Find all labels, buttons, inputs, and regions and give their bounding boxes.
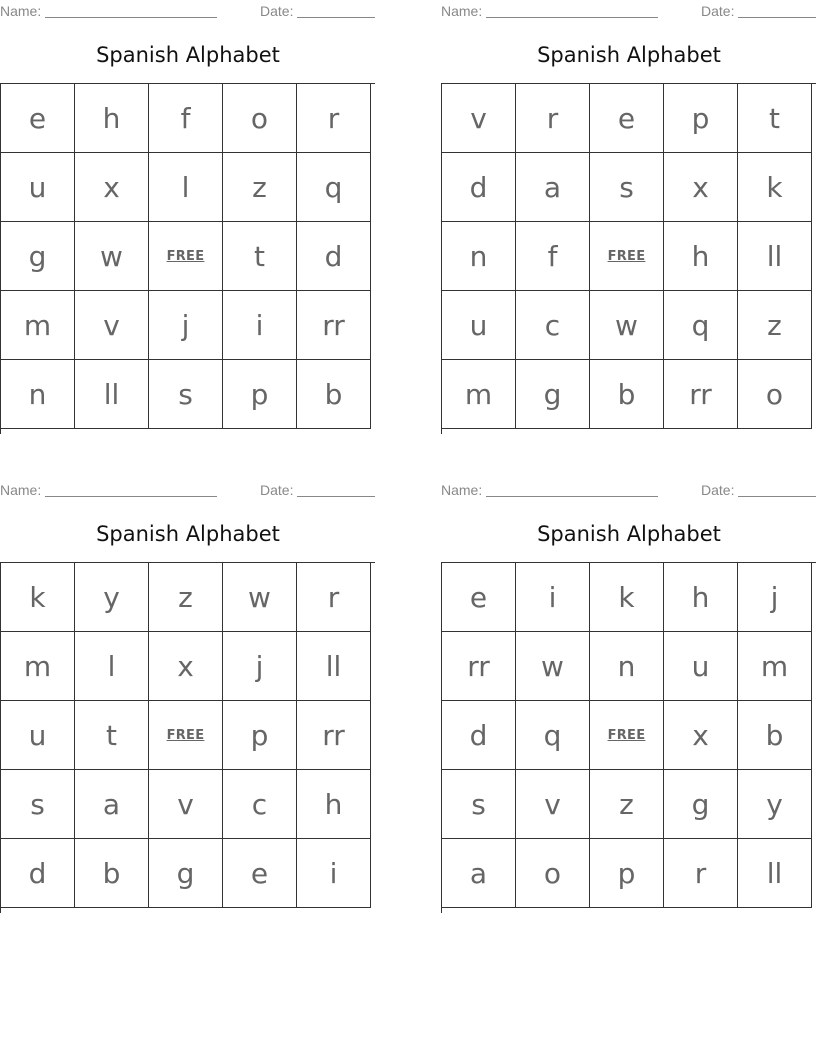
letter-cell: n [1,360,75,429]
letter-cell: v [149,770,223,839]
letter-cell: ll [297,632,371,701]
letter-cell: j [149,291,223,360]
letter-cell: rr [297,701,371,770]
letter-cell: j [223,632,297,701]
bingo-grid [441,562,816,913]
letter-cell: m [1,632,75,701]
bingo-card [441,0,816,434]
letter-cell: k [738,153,812,222]
name-label: Name: [441,482,483,498]
letter-cell: w [75,222,149,291]
letter-cell: rr [297,291,371,360]
letter-cell: v [75,291,149,360]
letter-cell: q [516,701,590,770]
letter-cell: y [75,563,149,632]
free-space-cell: FREE [590,222,664,291]
letter-cell: r [516,84,590,153]
letter-cell: g [664,770,738,839]
letter-cell: y [738,770,812,839]
letter-cell: m [738,632,812,701]
letter-cell: b [738,701,812,770]
letter-cell: j [738,563,812,632]
letter-cell: g [516,360,590,429]
bingo-card [441,479,816,913]
letter-cell: p [664,84,738,153]
letter-cell: v [516,770,590,839]
letter-cell: o [223,84,297,153]
letter-cell: s [590,153,664,222]
letter-cell: x [75,153,149,222]
letter-cell: m [1,291,75,360]
letter-cell: n [442,222,516,291]
letter-cell: b [297,360,371,429]
letter-cell: x [664,701,738,770]
letter-cell: h [664,222,738,291]
letter-cell: a [75,770,149,839]
letter-cell: e [223,839,297,908]
letter-cell: r [297,563,371,632]
letter-cell: z [149,563,223,632]
letter-cell: a [442,839,516,908]
free-space-cell: FREE [149,222,223,291]
bingo-card [0,479,376,913]
letter-cell: g [149,839,223,908]
letter-cell: l [149,153,223,222]
letter-cell: u [1,701,75,770]
letter-cell: p [223,701,297,770]
letter-cell: w [516,632,590,701]
letter-cell: s [149,360,223,429]
letter-cell: rr [664,360,738,429]
letter-cell: e [442,563,516,632]
letter-cell: v [442,84,516,153]
letter-cell: k [590,563,664,632]
letter-cell: e [590,84,664,153]
letter-cell: f [149,84,223,153]
letter-cell: d [442,701,516,770]
letter-cell: t [75,701,149,770]
letter-cell: l [75,632,149,701]
letter-cell: m [442,360,516,429]
letter-cell: q [297,153,371,222]
letter-cell: s [1,770,75,839]
name-date-header [441,482,816,498]
name-label: Name: [0,3,42,19]
letter-cell: t [738,84,812,153]
letter-cell: d [297,222,371,291]
name-blank-line [486,17,658,18]
free-space-cell: FREE [590,701,664,770]
letter-cell: h [297,770,371,839]
letter-cell: c [516,291,590,360]
letter-cell: c [223,770,297,839]
name-blank-line [486,496,658,497]
letter-cell: ll [738,222,812,291]
date-label: Date: [260,3,294,19]
bingo-grid [0,83,375,434]
letter-cell: x [149,632,223,701]
date-blank-line [297,496,375,497]
name-blank-line [45,17,217,18]
letter-cell: u [664,632,738,701]
letter-cell: e [1,84,75,153]
letter-cell: r [297,84,371,153]
letter-cell: h [664,563,738,632]
date-blank-line [738,17,816,18]
letter-cell: k [1,563,75,632]
name-date-header [0,482,376,498]
letter-cell: p [223,360,297,429]
letter-cell: g [1,222,75,291]
name-date-header [441,3,816,19]
name-label: Name: [441,3,483,19]
letter-cell: z [738,291,812,360]
letter-cell: b [590,360,664,429]
name-label: Name: [0,482,42,498]
letter-cell: z [223,153,297,222]
letter-cell: z [590,770,664,839]
letter-cell: a [516,153,590,222]
letter-cell: i [297,839,371,908]
date-blank-line [297,17,375,18]
letter-cell: u [1,153,75,222]
letter-cell: w [590,291,664,360]
bingo-grid [441,83,816,434]
letter-cell: s [442,770,516,839]
letter-cell: q [664,291,738,360]
letter-cell: h [75,84,149,153]
card-title: Spanish Alphabet [96,43,280,67]
free-space-cell: FREE [149,701,223,770]
letter-cell: w [223,563,297,632]
letter-cell: x [664,153,738,222]
date-label: Date: [701,482,735,498]
letter-cell: o [516,839,590,908]
date-blank-line [738,496,816,497]
letter-cell: d [1,839,75,908]
letter-cell: t [223,222,297,291]
card-title: Spanish Alphabet [537,522,721,546]
name-date-header [0,3,376,19]
letter-cell: ll [75,360,149,429]
letter-cell: i [516,563,590,632]
letter-cell: f [516,222,590,291]
letter-cell: b [75,839,149,908]
letter-cell: n [590,632,664,701]
letter-cell: ll [738,839,812,908]
letter-cell: p [590,839,664,908]
letter-cell: i [223,291,297,360]
letter-cell: o [738,360,812,429]
date-label: Date: [701,3,735,19]
date-label: Date: [260,482,294,498]
letter-cell: rr [442,632,516,701]
name-blank-line [45,496,217,497]
card-title: Spanish Alphabet [537,43,721,67]
bingo-card [0,0,376,434]
letter-cell: u [442,291,516,360]
bingo-grid [0,562,375,913]
card-title: Spanish Alphabet [96,522,280,546]
letter-cell: r [664,839,738,908]
letter-cell: d [442,153,516,222]
